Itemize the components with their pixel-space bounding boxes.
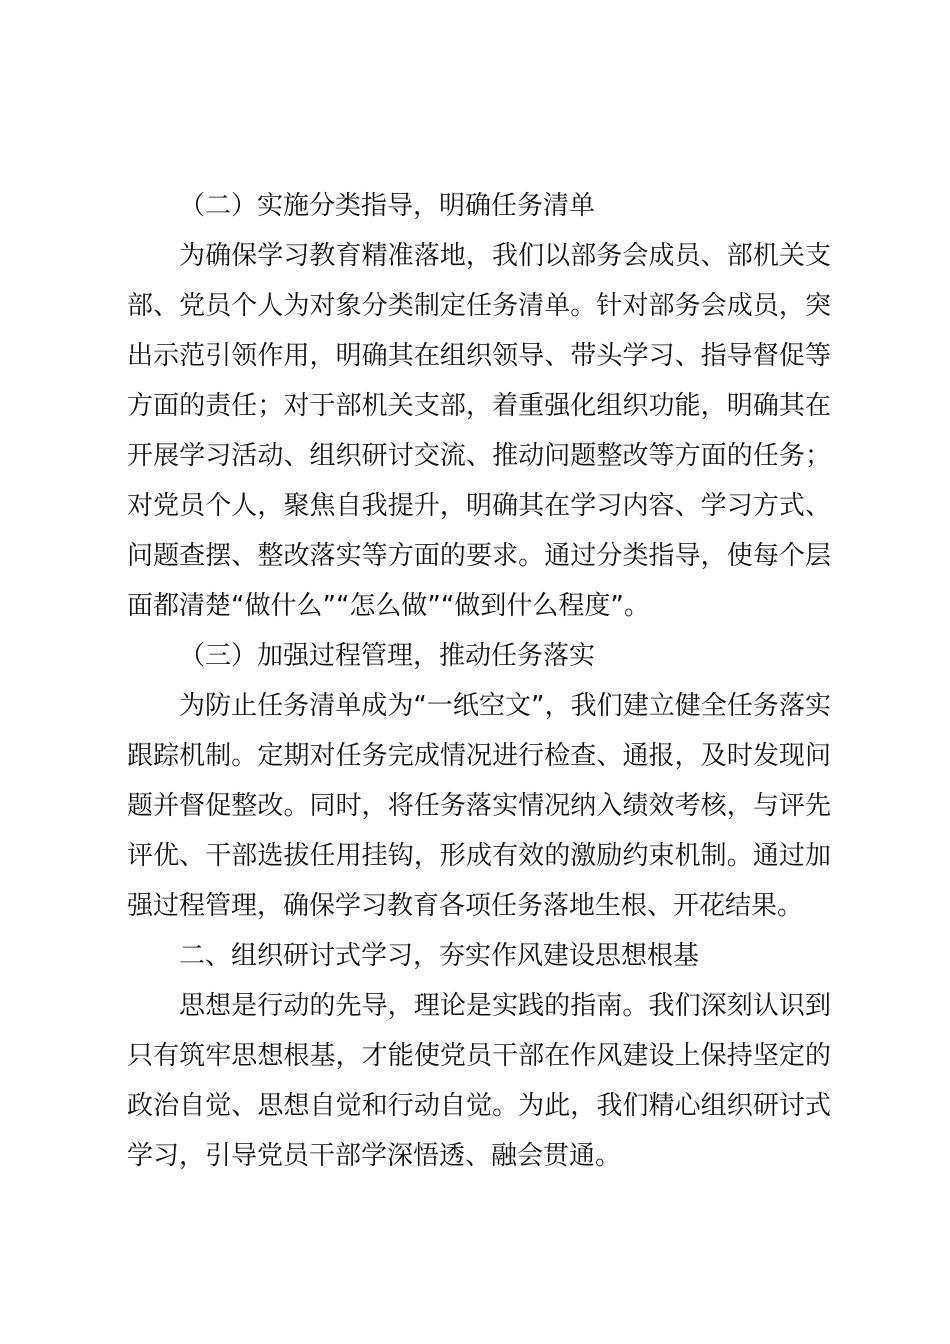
subheading-classified-guidance: （二）实施分类指导，明确任务清单 [179,191,596,221]
body-paragraph-ideological-foundation: 思想是行动的先导，理论是实践的指南。我们深刻认识到只有筑牢思想根基，才能使党员干部在作风建设上保持坚定的政治自觉、思想自觉和行动自觉。为此，我们精心组织研讨式学习，引导党员干部学深悟透、融会贯通。 [127,991,831,1171]
section-heading-seminar-study: 二、组织研讨式学习，夯实作风建设思想根基 [179,941,700,971]
body-paragraph-task-list: 为确保学习教育精准落地，我们以部务会成员、部机关支部、党员个人为对象分类制定任务清单。针对部务会成员，突出示范引领作用，明确其在组织领导、带头学习、指导督促等方面的责任；对于部机关支部，着重强化组织功能，明确其在开展学习活动、组织研讨交流、推动问题整改等方面的任务；对党员个人，聚焦自我提升，明确其在学习内容、学习方式、问题查摆、整改落实等方面的要求。通过分类指导，使每个层面都清楚“做什么”“怎么做”“做到什么程度”。 [127,241,831,621]
document-body [127,181,831,1181]
subheading-process-management: （三）加强过程管理，推动任务落实 [179,641,596,671]
body-paragraph-tracking-mechanism: 为防止任务清单成为“一纸空文”，我们建立健全任务落实跟踪机制。定期对任务完成情况进行检查、通报，及时发现问题并督促整改。同时，将任务落实情况纳入绩效考核，与评先评优、干部选拔任用挂钩，形成有效的激励约束机制。通过加强过程管理，确保学习教育各项任务落地生根、开花结果。 [127,691,831,921]
